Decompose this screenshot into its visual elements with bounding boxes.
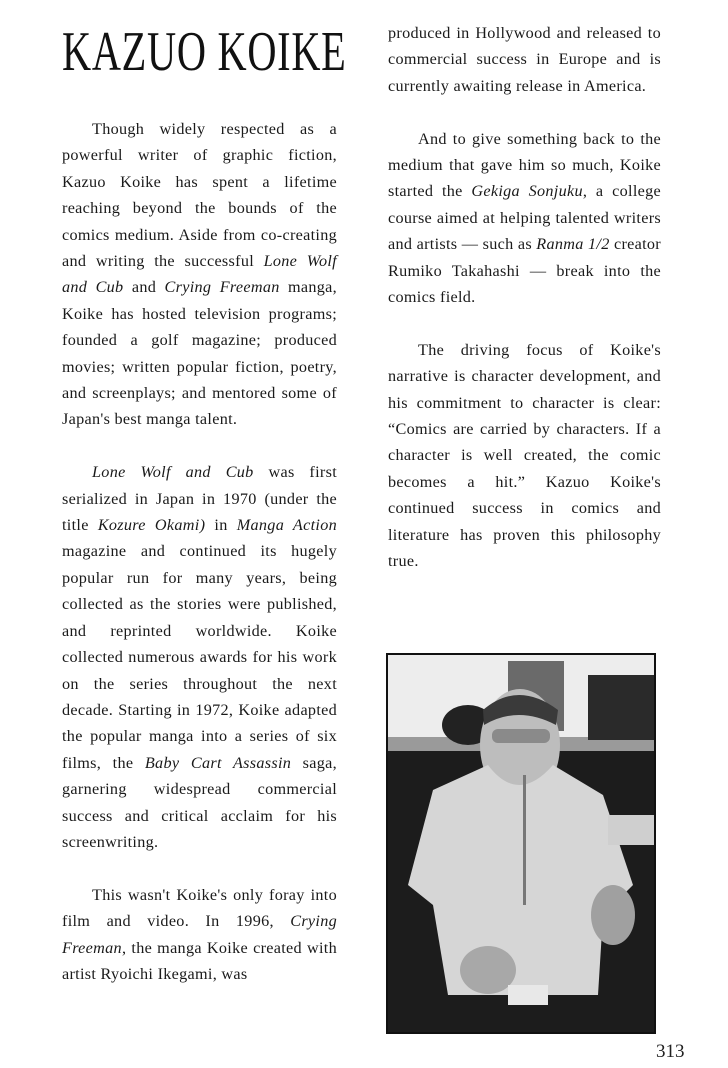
italic-title-text: Ranma 1/2 — [536, 235, 610, 254]
body-paragraph — [388, 126, 661, 311]
italic-title-text: Lone Wolf and Cub — [62, 252, 337, 297]
italic-title-text: Crying Freeman — [62, 912, 337, 957]
body-paragraph — [62, 459, 337, 855]
paragraph-text: And to give something back to the medium that gave him so much, Koike started the — [388, 129, 661, 201]
italic-title-text: Lone Wolf and Cub — [92, 463, 254, 482]
body-paragraph — [62, 882, 337, 988]
paragraph-text: manga, Koike has hosted television programs; founded a golf magazine; produced movies; written popular fiction, poetry, and screenplays; and mentored some of Japan's best manga talent. — [62, 278, 338, 429]
paragraph-text: , the manga Koike created with artist Ryoichi Ikegami, was — [62, 938, 337, 983]
paragraph-text: in — [205, 516, 237, 535]
paragraph-text: and — [123, 278, 165, 297]
right-column — [388, 20, 661, 601]
paragraph-text: The driving focus of Koike's narrative is character development, and his commitment to character is clear: “Comics are carried by characters. If a character is well created, the comic becomes a hit.” Kazuo Koike's continued success in comics and literature has proven this philosophy true. — [388, 340, 661, 571]
portrait-photo — [386, 653, 656, 1034]
italic-title-text: Crying Freeman — [164, 278, 280, 297]
body-paragraph — [62, 116, 337, 433]
paragraph-text: creator Rumiko Takahashi — break into the comics field. — [388, 235, 661, 307]
paragraph-text: , a college course aimed at helping talented writers and artists — such as — [388, 182, 661, 254]
page-title: KAZUO KOIKE — [62, 21, 347, 83]
italic-title-text: Manga Action — [236, 516, 337, 535]
paragraph-text: This wasn't Koike's only foray into film and video. In 1996, — [62, 885, 337, 931]
italic-title-text: Baby Cart Assassin — [144, 753, 292, 772]
page-number: 313 — [656, 1041, 685, 1062]
paragraph-text: was first serialized in Japan in 1970 (under the title — [62, 463, 338, 535]
paragraph-text: produced in Hollywood and released to commercial success in Europe and is currently awaiting release in America. — [388, 24, 661, 95]
person-photo-icon — [388, 655, 654, 1032]
body-paragraph — [388, 337, 661, 575]
body-paragraph — [388, 20, 661, 99]
paragraph-text: saga, garnering widespread commercial success and critical acclaim for his screenwriting. — [62, 753, 337, 851]
italic-title-text: Gekiga Sonjuku — [471, 182, 583, 201]
paragraph-text: magazine and continued its hugely popular run for many years, being collected as the stories were published, and reprinted worldwide. Koike collected numerous awards for his work on the series throughout the next decade. Starting in 1972, Koike adapted the popular manga into a series of six films, the — [62, 542, 337, 772]
left-column — [62, 116, 337, 1014]
italic-title-text: Kozure Okami) — [97, 516, 206, 535]
paragraph-text: Though widely respected as a powerful writer of graphic fiction, Kazuo Koike has spent a lifetime reaching beyond the bounds of the comics medium. Aside from co-creating and writing the successful — [62, 120, 337, 271]
